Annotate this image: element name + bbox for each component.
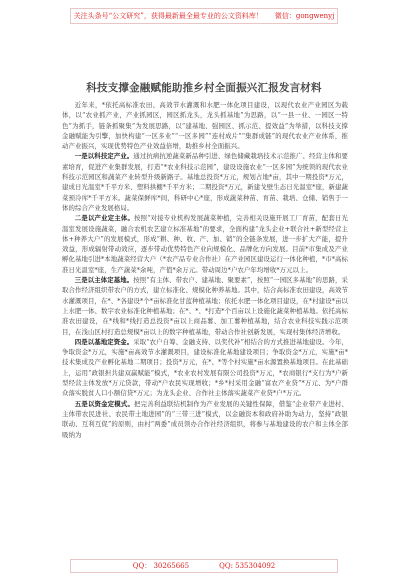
paragraph bbox=[62, 213, 348, 275]
paragraph-text: 近年来，*依托高标准农田、高效节水灌溉和水肥一体化项目建设，以现代农业产业园区为载体，以“农业抓产业，产业抓园区，园区抓龙头，龙头抓基地”为思路，以“一县一业、一园区一特色”为抓手，链条抓聚集”为发展思路，以“建基地、强园区、抓示范、提效益”为举措，以科技支撑金融赋能为引擎，加快构建“一区多业”“一区多园”“连村成片”“集群成链”的现代农业产业体系，推动产业振兴，实现优势特色产业效益倍增，助推乡村全面振兴。 bbox=[62, 101, 348, 151]
banner-wechat-text: 微信：gongwenyj bbox=[274, 12, 335, 20]
top-banner bbox=[70, 8, 338, 24]
paragraph bbox=[62, 399, 348, 440]
paragraph-text: 按照“对接专业机构发展蔬菜种植，完善相关设施开展工厂育苗，配套日光温室发展设施蔬菜，融合农机农艺建立标准基地”的要求，全面构建“龙头企业+联合社+新型经营主体+种养大户”的发展模式，形成“耕、种、收、产、加、销”的全链条发展，进一步扩大产能，提升效益，形成辐射带动效应，逐步带动优势特色产业向规模化、品牌化方向发展。目前*市集成及产业孵化基地引进*本地蔬菜经营大户（*农产品专业合作社）在产业园区建设运行一体化种植，*市*高标准日光温室*座，生产蔬菜*余吨，产值*余万元。带动周边*户农户年均增收*万元以上。 bbox=[62, 214, 348, 274]
paragraph-lead: 一是以科技定产业。 bbox=[74, 152, 134, 161]
document-body bbox=[62, 100, 348, 546]
footer-contact-bar bbox=[70, 559, 338, 573]
footer-qq-left: QQ： 30265665 bbox=[132, 562, 190, 570]
paragraph-text: 通过抗病抗逆蔬菜新品种引进、绿色储藏栽培技术示范推广、经营主体和要素培育，促进产业集群发展，打造“*农业科技示范园”，建设设施农业“一区多园”为统领的现代农业科技示范园区和蔬菜产业转型升级新路子。基地总投资*万元，规划占地*亩，其中一期投资*万元，建成日光温室*千平方米、塑料拱棚*千平方米；二期投资*万元，新建戈壁生态日光温室*座，新建蔬菜预冷库*千平方米。蔬菜保鲜库*间，科研中心*座，形成蔬菜种苗、育苗、栽培、仓储、销售于一体的综合产业发展格局。 bbox=[62, 152, 348, 212]
paragraph-lead: 三是以主体定基地。 bbox=[74, 276, 134, 285]
footer-qq-right: QQ: 535304092 bbox=[219, 562, 276, 570]
paragraph bbox=[62, 151, 348, 213]
paragraph-text: 采取“农户自筹、金融支持、以奖代补”相结合的方式推进基地建设。今年，争取资金*万元，实施*亩高效节水灌溉项目，建设标准化基地建设项目；争取资金*万元，实施*亩*技术集成及产业孵化基地二期项目；投资*万元，在*、*等个村实施*亩水源置换基地项目。在此基础上，运用“政银担共建双赢赋能”模式，*农业农村发展有限公司投资*万元，*农商银行*支行为*户新型经营主体发放*万元贷款，带动*户农民实现增收；*乡*村采用金融“富农产业贷”*万元、为*户群众落实脱贫人口小额信贷*万元；为龙头企业、合作社主体落实蔬菜产业贷*户*万元。 bbox=[62, 337, 348, 398]
paragraph-lead: 五是以资金定模式。 bbox=[74, 399, 135, 408]
paragraph bbox=[62, 275, 348, 337]
paragraph-lead: 四是以基地定资金。 bbox=[74, 337, 134, 346]
paragraph-text: 按照“有主体、带农户、建基地、聚要素”，按照“一园区多基地”的思路，采取合作经济组织带农户的方式，建立标准化、规模化种养基地。其中，结合高标准农田建设，高效节水灌溉项目，在*、*各建设*个*亩标准化甘蓝种植基地；依托水肥一体化项目建设，在*村建设*亩以上水肥一体、数字农业标准化种植基地；在*、*、*打造*个百亩以上设施化蔬菜种植基地。依托高标准农田建设，在*线和*线打造总投资*亩以上商品薯、加工薯种植基地，结合农业科技实践示范项目，在浅山区村打造总规模*亩以上的数字种植基地，带动合作社创新发展，实现村集体经济增收。 bbox=[62, 276, 348, 336]
paragraph bbox=[62, 337, 348, 399]
document-title: 科技支撑金融赋能助推乡村全面振兴汇报发言材料 bbox=[86, 82, 322, 94]
paragraph-lead: 二是以产业定主体。 bbox=[74, 214, 135, 223]
paragraph bbox=[62, 100, 348, 151]
banner-promo-text: 关注头条号“公文研究”，获得最新最全最专业的公文资料库！ bbox=[73, 12, 263, 20]
paragraph-text: 把完善利益联结机制作为产业发展的关键性保障，借鉴“企业带产业进村、主体带农民进社、农民带土地进园”的“三带三进”模式，以金融资本和政府补助为动力，坚持“政银联动、互利互促”的原则，由村“两委”成员领办合作社经济组织，将参与基地建设的农户和主体全部吸纳为 bbox=[62, 399, 348, 439]
